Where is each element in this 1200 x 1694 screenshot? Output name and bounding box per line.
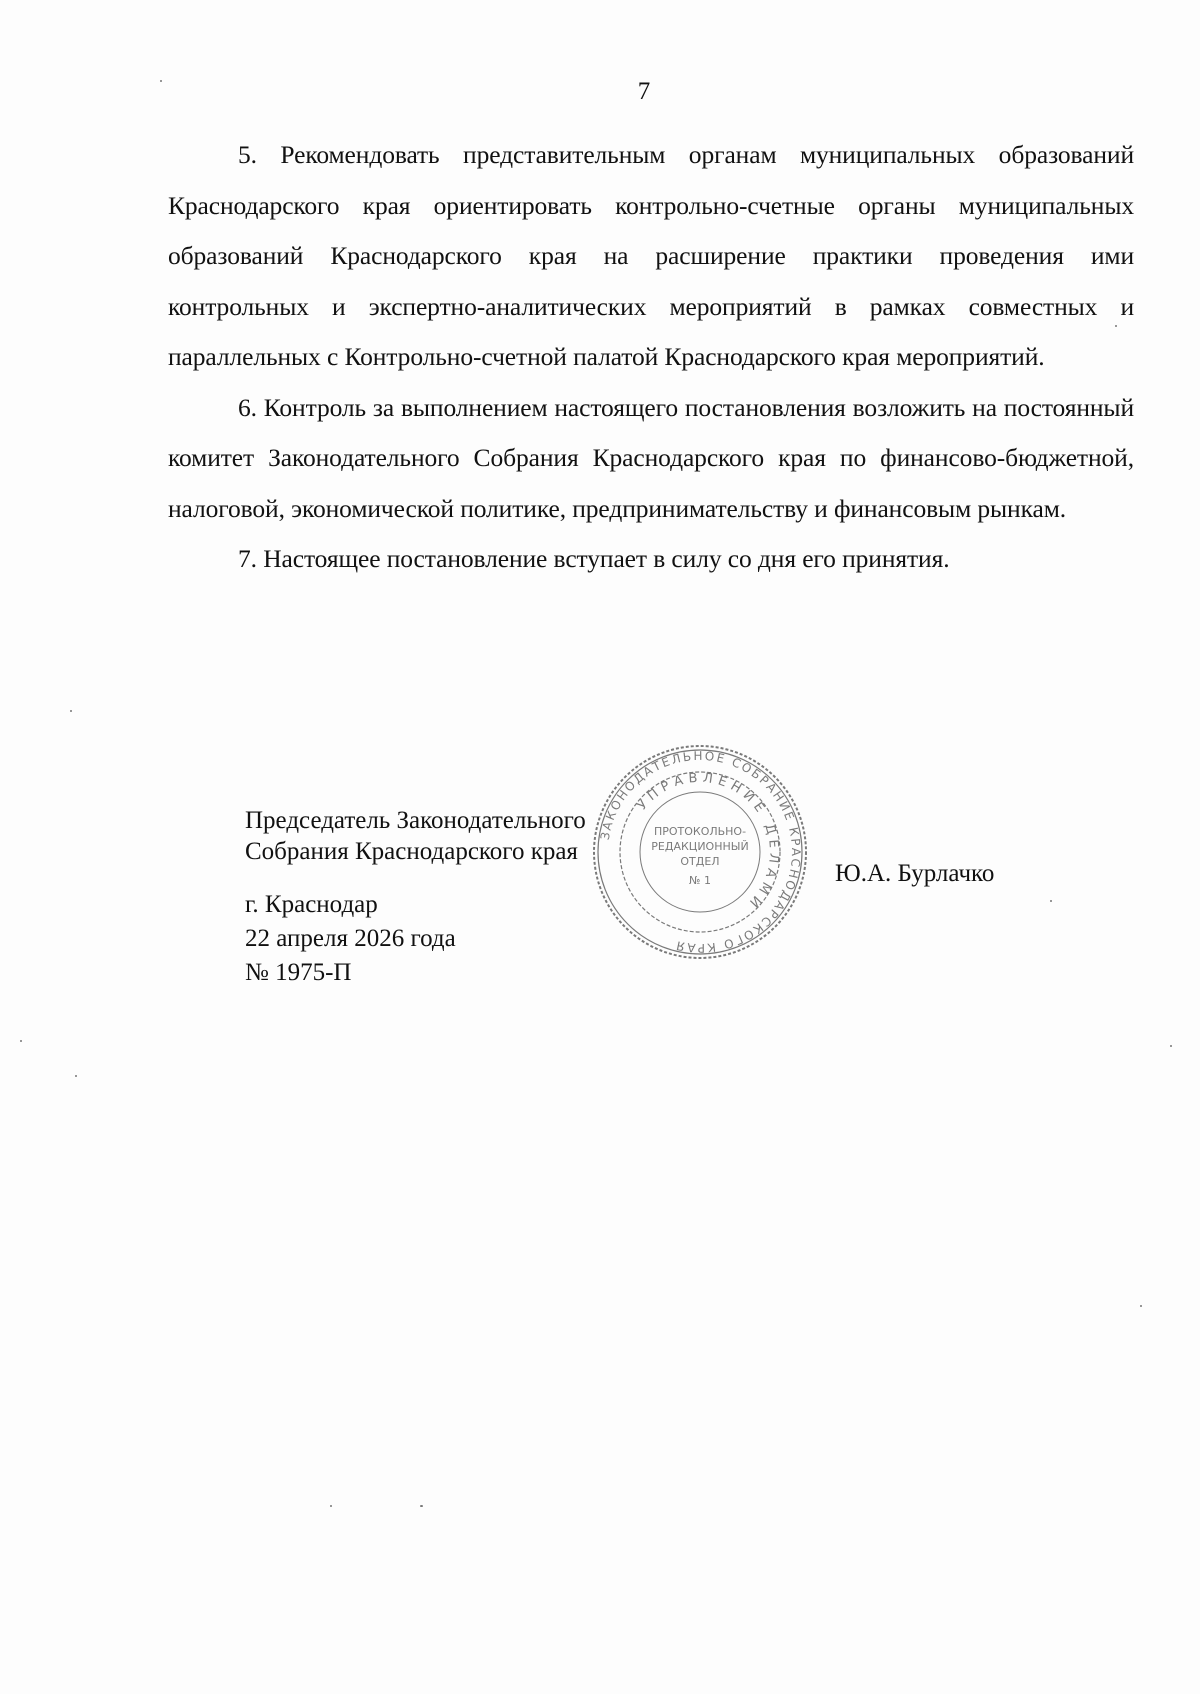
paragraph-5: 5. Рекомендовать представительным органам муниципальных образований Краснодарского края ориентировать контрольно-счетные органы муниципальных образований Краснодарского края на расширение практики проведения ими контрольных и экспертно-аналитических мероприятий в рамках совместных и параллельных с Контрольно-счетной палатой Краснодарского края мероприятий. [168, 140, 1134, 371]
signatory-title-line1: Председатель Законодательного [245, 807, 586, 834]
scan-speck [330, 1505, 332, 1507]
scan-speck [75, 1075, 77, 1077]
scan-speck [420, 1505, 423, 1507]
scan-speck [1050, 900, 1052, 902]
official-seal-stamp [590, 742, 810, 962]
city: г. Краснодар [245, 891, 378, 918]
document-number: № 1975-П [245, 959, 352, 986]
place-and-date [245, 888, 456, 990]
stamp-center-line1: ПРОТОКОЛЬНО- [653, 825, 747, 838]
paragraph-6: 6. Контроль за выполнением настоящего постановления возложить на постоянный комитет Законодательного Собрания Краснодарского края по финансово-бюджетной, налоговой, экономической политике, предпринимательству и финансовым рынкам. [168, 392, 1134, 523]
stamp-center-line2: РЕДАКЦИОННЫЙ [651, 840, 749, 853]
scan-speck [20, 1040, 22, 1042]
scan-speck [1140, 1305, 1142, 1307]
stamp-center-line3: ОТДЕЛ [680, 855, 720, 868]
signatory-title-line2: Собрания Краснодарского края [245, 838, 578, 865]
scan-speck [1115, 325, 1117, 327]
stamp-outer-text: ЗАКОНОДАТЕЛЬНОЕ СОБРАНИЕ КРАСНОДАРСКОГО КРАЯ [597, 748, 804, 956]
stamp-inner-text: УПРАВЛЕНИЕ ДЕЛАМИ [634, 770, 782, 914]
document-body [168, 130, 1134, 585]
paragraph-7: 7. Настоящее постановление вступает в силу со дня его принятия. [238, 544, 950, 573]
scan-speck [70, 710, 72, 712]
scan-speck [160, 80, 162, 82]
signatory-name: Ю.А. Бурлачко [835, 860, 995, 887]
page-number: 7 [637, 78, 651, 105]
scan-speck [1170, 1045, 1172, 1047]
stamp-center-number: № 1 [689, 874, 711, 887]
adoption-date: 22 апреля 2026 года [245, 925, 456, 952]
